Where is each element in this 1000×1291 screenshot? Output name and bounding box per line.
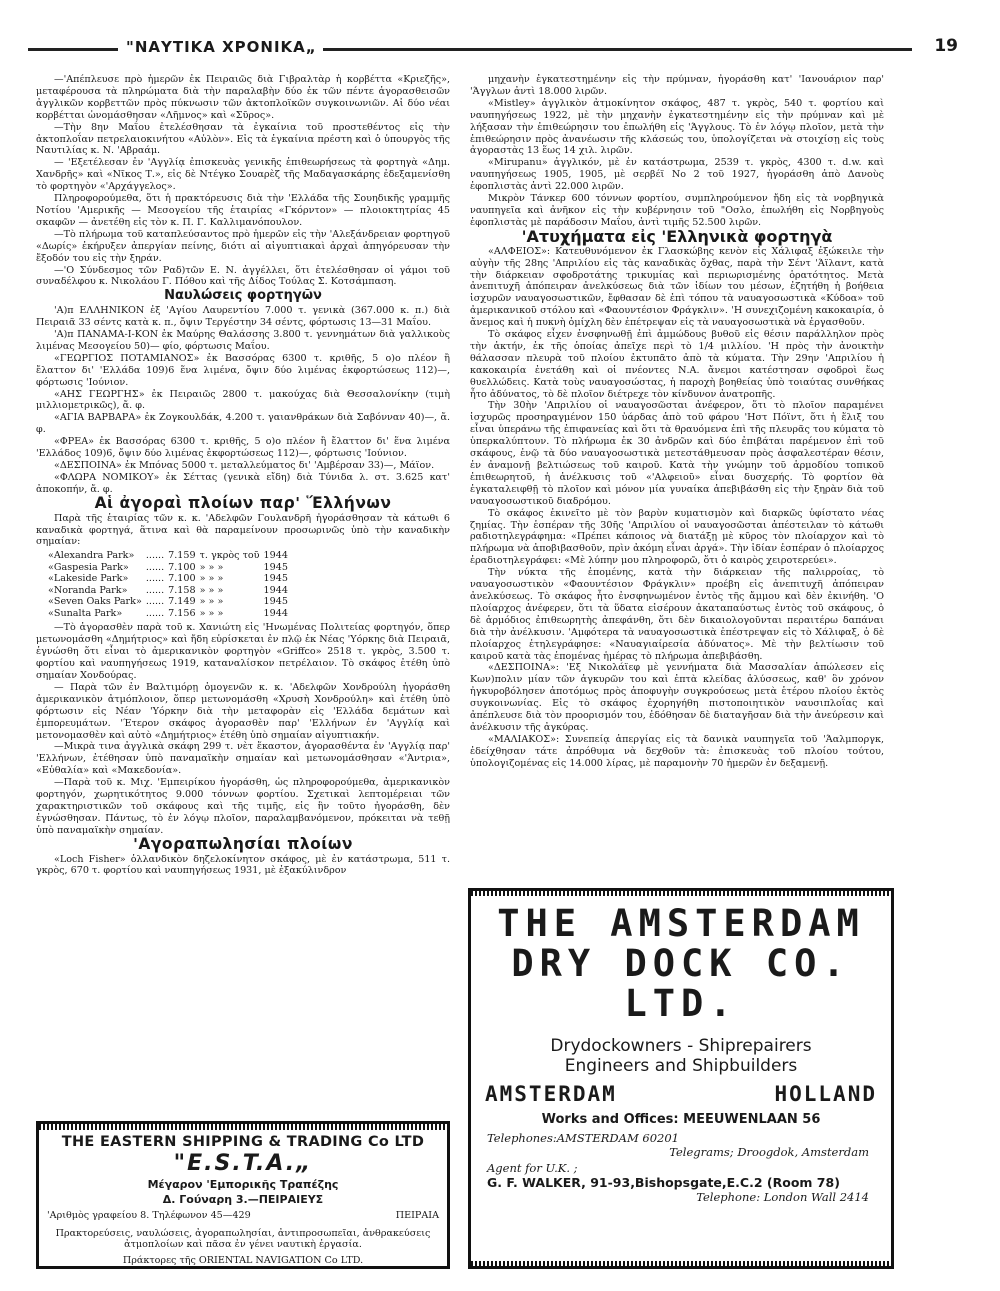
amsterdam-title-line1: THE AMSTERDAM: [497, 902, 865, 945]
section-heading-sales: 'Αγοραπωλησίαι πλοίων: [133, 834, 353, 853]
article-paragraph: Πληροφορούμεθα, ὅτι ἡ πρακτόρευσις διὰ τὴν 'Ελλάδα τῆς Σουηδικῆς γραμμῆς Νοτίου 'Αμερικῆς — Μεσογείου τῆς ἑταιρίας «Γκόρντον» — πλοιοκτητρίας 45 σκαφῶν — ἀνετέθη εἰς τὸν κ. Π. Γ. Καλλιμανόπουλον.: [36, 193, 450, 228]
charter-entry: «ΓΕΩΡΓΙΟΣ ΠΟΤΑΜΙΑΝΟΣ» ἐκ Βασσόρας 6300 τ. κριθῆς, 5 ο)ο πλέον ἢ ἔλαττον δι' 'Ελλάδα 109)6 ἕνα λιμένα, ὄψιν δύο λιμένας ἐκφορτώσεως 112)—, φόρτωσις 'Ιούνιον.: [36, 352, 450, 388]
accident-report: Τὸ σκάφος εἶχεν ἐνσφηνωθῇ ἐπὶ ἀμμώδους βυθοῦ εἰς θέσιν παράλληλον πρὸς τὴν ἀκτήν, ἐκ τῆς ὁποίας ἀπεῖχε περὶ τὸ 1/4 μιλλίου. 'Η πρὸς τὴν ἀνοικτὴν θάλασσαν πλευρὰ τοῦ πλοίου ἐκτυπᾶτο ἀπὸ τὰ κύματα. Τὴν 29ην 'Απριλίου ἡ κακοκαιρία ἐνετάθη καὶ οἱ πνέοντες Ν.Α. ἄνεμοι κατέστησαν σφοδροὶ ἕως θυελλώδεις. Κατὰ τοὺς ναυαγοσώστας, ἡ παροχὴ βοηθείας ὑπὸ τοιαύτας συνθήκας ἦτο ἀδύνατος, τὸ δὲ πλοῖον διέτρεχε τὸν κίνδυνον ἀνατροπῆς.: [470, 329, 884, 400]
amsterdam-works-address: Works and Offices: MEEUWENLAAN 56: [541, 1112, 821, 1127]
article-paragraph: μηχανὴν ἐγκατεστημένην εἰς τὴν πρύμναν, ἠγοράσθη κατ' 'Ιανουάριον παρ' 'Άγγλων ἀντὶ 18.000 λιρῶν.: [470, 74, 884, 97]
section-heading-accidents: 'Ατυχήματα εἰς 'Ελληνικὰ φορτηγὰ: [521, 226, 833, 246]
esta-company-name: THE EASTERN SHIPPING & TRADING Co LTD: [61, 1134, 425, 1150]
right-column: [470, 74, 884, 770]
esta-acronym: "E.S.T.A.„: [173, 1151, 313, 1176]
table-row: «Noranda Park» ...... 7.158 » » » 1944: [48, 584, 288, 596]
article-paragraph: «Loch Fisher» ὁλλανδικὸν δηζελοκίνητον σκάφος, μὲ ἐν κατάστρωμα, 511 τ. γκρὸς, 670 τ. φορτίου καὶ ναυπηγήσεως 1931, μὲ ἐξακύλινδρον: [36, 853, 450, 877]
article-paragraph: —Παρὰ τοῦ κ. Μιχ. 'Εμπειρίκου ἠγοράσθη, ὡς πληροφορούμεθα, ἀμερικανικὸν φορτηγόν, χωρητικότητος 9.000 τόννων φορτίου. Σχετικαὶ λεπτομέρειαι τῶν χαρακτηριστικῶν τοῦ σκάφους καὶ τῆς τιμῆς, εἰς ἣν τοῦτο ἠγοράσθη, δὲν ἐγνώσθησαν. Πάντως, τὸ ἐν λόγῳ πλοῖον, παραλαμβανόμενον, πρόκειται νὰ τεθῇ ὑπὸ παναμαϊκὴν σημαίαν.: [36, 777, 450, 836]
section-heading-markets: Αἱ ἀγοραὶ πλοίων παρ' Ἕλλήνων: [94, 493, 392, 512]
ships-table: [48, 550, 292, 619]
esta-contact-row: [47, 1210, 439, 1221]
amsterdam-services-2: Engineers and Shipbuilders: [564, 1056, 798, 1076]
esta-office-phone: 'Αριθμὸς γραφείου 8. Τηλέφωνον 45—429: [47, 1210, 251, 1221]
accident-report: «ΜΑΛΙΑΚΟΣ»: Συνεπείᾳ ἀπεργίας εἰς τὰ δανικὰ ναυπηγεῖα τοῦ 'Άαλμποργκ, ἐδείχθησαν τάτε ἀπρόθυμα νὰ δεχθοῦν τὰ: ἐπισκευὰς τοῦ πλοίου τούτου, ὑπολογιζομένας εἰς 14.000 λίρας, μὲ παραμονὴν 70 ἡμερῶν ἐν δεξαμενῇ.: [470, 733, 884, 769]
charter-entry: «ΑΗΣ ΓΕΩΡΓΗΣ» ἐκ Πειραιῶς 2800 τ. μακούχας διὰ Θεσσαλονίκην (τιμὴ μιλλιομετρικῶς), ἄ. φ.: [36, 388, 450, 412]
article-paragraph: —Τὴν 8ην Μαΐου ἐτελέσθησαν τὰ ἐγκαίνια τοῦ προστεθέντος εἰς τὴν ἀκτοπλοΐαν πετρελαιοκινήτου «Αὐλὸν». Εἰς τὰ ἐγκαίνια πρέστη καὶ ὁ ὑπουργὸς τῆς Ναυτιλίας κ. Ν. 'Αβραάμ.: [36, 121, 450, 157]
article-paragraph: —Μικρὰ τινα ἀγγλικὰ σκάφη 299 τ. νὲτ ἕκαστον, ἀγορασθέντα ἐν 'Αγγλίᾳ παρ' 'Ελλήνων, ἐτέθησαν ὑπὸ παναμαϊκὴν σημαίαν καὶ μετωνομάσθησαν «'Άντρια», «Εὐθαλία» καὶ «Μακεδονία».: [36, 741, 450, 777]
esta-agency: Πράκτορες τῆς ORIENTAL NAVIGATION Co LTD.: [122, 1255, 364, 1266]
charter-entry: 'Α)π ΠΑΝΑΜΑ-Ι-ΚΟΝ ἐκ Μαύρης Θαλάσσης 3.800 τ. γεννημάτων διὰ γαλλικοὺς λιμένας Μεσογείου 50)— φίο, φόρτωσις Μαΐου.: [36, 329, 450, 352]
ad-border-pattern: [471, 891, 891, 896]
article-paragraph: —Τὸ ἀγορασθὲν παρὰ τοῦ κ. Χανιώτη εἰς 'Ηνωμένας Πολιτείας φορτηγόν, ὅπερ μετωνομάσθη «Δημήτριος» καὶ ἤδη εὑρίσκεται ἐν πλῷ ἐκ Νέας 'Υόρκης διὰ Πειραιᾶ, ἐγνώσθη ὅτι εἶναι τὸ ἀμερικανικὸν φορτηγὸν «Griffco» 2518 τ. γκρὸς, 3.500 τ. φορτίου καὶ ναυπηγήσεως 1919, καταναλίσκον πετρέλαιον. Τὸ σκάφος ἐτέθη ὑπὸ σημαίαν Χονδούρας.: [36, 622, 450, 681]
amsterdam-country: HOLLAND: [774, 1082, 877, 1106]
accident-report: Τὴν νύκτα τῆς ἑπομένης, κατὰ τὴν διάρκειαν τῆς παλιρροίας, τὸ ναυαγοσωστικὸν «Φαουντέσιον Φράγκλιν» προέβη εἰς ἀνεπιτυχῆ ἀπόπειραν ἀνελκύσεως. Τὸ σκάφος ἦτο ἐνσφηνωμένον ἐντὸς τῆς ἄμμου καὶ δὲν ἐκινήθη. 'Ο πλοίαρχος ἀνέφερεν, ὅτι τὰ ὕδατα εἰσέρουν ἀκαταπαύστως ἐντὸς τοῦ σκάφους, ὁ δὲ ἁρμόδιος ἐπιθεωρητὴς ἀπεφάνθη, ὅτι δὲν δικαιολογοῦνται περαιτέρω δαπάναι διὰ τὴν ἀνέλκυσιν. 'Αμφότερα τὰ ναυαγοσωστικὰ ἐπέστρεψαν εἰς τὸ Χάλιφαξ, ὁ δὲ πλοίαρχος ἐτηλεγράφησε: «Ναυαγιαίρεσία ἀδύνατος». Μὲ τὴν βελτίωσιν τοῦ καιροῦ κατὰ τὰς ἑπομένας ἡμέρας τὸ πλήρωμα ἀπεβιβάσθη.: [470, 567, 884, 662]
amsterdam-agent-telephone: Telephone: London Wall 2414: [696, 1190, 869, 1204]
ad-border-pattern-bottom: [471, 1261, 891, 1266]
esta-city: ΠΕΙΡΑΙΑ: [395, 1210, 439, 1221]
charter-entry: «ΔΕΣΠΟΙΝΑ» ἐκ Μπόνας 5000 τ. μεταλλεύματος δι' 'Αμβέρσαν 33)—, Μάϊον.: [54, 460, 435, 471]
table-row: «Alexandra Park» ...... 7.159 τ. γκρὸς τοῦ 1944: [48, 550, 288, 562]
header-rule-right: [268, 48, 912, 51]
article-paragraph: —'Απέπλευσε πρὸ ἡμερῶν ἐκ Πειραιῶς διὰ Γιβραλτὰρ ἡ κορβέττα «Κριεζῆς», μεταφέρουσα τὰ πληρώματα διὰ τὴν παραλαβὴν δύο ἐκ τῶν πέντε ἀγορασθεισῶν ἀγγλικῶν κορβεττῶν πρὸς πύκνωσιν τῶν ἀκτοπλοϊκῶν συγκοινωνιῶν. Αἱ δύο νέαι κορβέτται ὠνομάσθησαν «Λῆμνος» καὶ «Σῦρος».: [36, 74, 450, 121]
amsterdam-telegrams: Telegrams; Droogdok, Amsterdam: [669, 1145, 869, 1159]
section-heading-charters: Ναυλώσεις φορτηγῶν: [164, 288, 322, 304]
accident-report: «ΔΕΣΠΟΙΝΑ»: 'Εξ Νικολάϊεφ μὲ γεννήματα διὰ Μασσαλίαν ἀπώλεσεν εἰς Κων)πολιν μίαν τῶν ἀγκυρῶν του καὶ ἐπτὰ κλείδας ἁλύσσεως, καθ' ὃν χρόνον ἠγκυροβόλησεν ἀποτόμως πρὸς ἀποφυγὴν συγκρούσεως μετὰ ἑτέρου πλοίου ἐκτὸς συγκοινωνίας. Εἰς τὸ σκάφος ἐχορηγήθη πιστοποιητικὸν ναυσιπλοΐας καὶ ἀπέπλευσε διὰ τὸν προορισμόν του, ἐδόθησαν δὲ διαταγῆσαν διὰ τὴν ἀνεύρεσιν καὶ ἀνέλκυσιν τῆς ἀγκύρας.: [470, 662, 884, 733]
article-paragraph: «Mistley» ἀγγλικὸν ἀτμοκίνητον σκάφος, 487 τ. γκρὸς, 540 τ. φορτίου καὶ ναυπηγήσεως 1922, μὲ τὴν μηχανὴν ἐγκατεστημένην εἰς τὴν πρύμναν καὶ μὲ λήξασαν τὴν ἐπιθεώρησιν του ἐπωλήθη εἰς 'Άγγλους. Τὸ ἐν λόγῳ πλοῖον, μετὰ τὴν ἐπιθεώρησιν πρὸς ἀνανέωσιν τῆς κλάσεώς του, ὑπολογίζεται νὰ στοιχίσῃ εἰς τοὺς ἀγοραστὰς 13 ἕως 14 χιλ. λιρῶν.: [470, 97, 884, 157]
accident-report: Τὸ σκάφος ἐκινεῖτο μὲ τὸν βαρὺν κυματισμὸν καὶ διαρκῶς ὑφίστατο νέας ζημίας. Τὴν ἑσπέραν τῆς 30ῆς 'Απριλίου οἱ ναυαγοσῶσται ἀπέστειλαν τὸ κάτωθι ραδιοτηλεγράφημα: «Πρέπει κάποιος νὰ διατάξῃ μὲ κῦρος τὸν πλοίαρχον καὶ τὸ πλήρωμα νὰ ἀποβιβασθοῦν, πρὶν ἀκόμη εἶναι ἀργά». Τὴν ἰδίαν ἑσπέραν ὁ πλοίαρχος ἐραδιοτηλεγράφει: «Μὲ λύπην μου πληροφορῶ, ὅτι ὁ καιρὸς χειροτερεύει».: [470, 507, 884, 567]
page-number: 19: [928, 36, 964, 56]
ad-border-pattern: [39, 1124, 447, 1130]
article-paragraph: Μικρὸν Τάνκερ 600 τόννων φορτίου, συμπληρούμενον ἤδη εἰς τὰ νορβηγικὰ ναυπηγεῖα καὶ ἀνῆκον εἰς τὴν κυβέρνησιν τοῦ "Οσλο, ἐπωλήθη εἰς Νορβηγοὺς ἐφοπλιστὰς μὲ παράδοσιν Μαΐου, ἀντὶ τιμῆς 52.500 λιρῶν.: [470, 193, 884, 228]
amsterdam-agent-name: G. F. WALKER, 91-93,Bishopsgate,E.C.2 (Room 78): [487, 1175, 840, 1190]
amsterdam-city: AMSTERDAM: [485, 1082, 617, 1106]
article-paragraph: — 'Εξετέλεσαν ἐν 'Αγγλίᾳ ἐπισκευὰς γενικῆς ἐπιθεωρήσεως τὰ φορτηγὰ «Δημ. Χανδρῆς» καὶ «Νῖκος Τ.», εἰς δὲ Ντέγκο Σουαρὲζ τῆς Μαδαγασκάρης ἐδεξαμενίσθη τὸ φορτηγὸν «'Αρχάγγελος».: [36, 157, 450, 193]
amsterdam-agent-label: Agent for U.K. ;: [487, 1161, 578, 1175]
article-paragraph: —Τὸ πλήρωμα τοῦ καταπλεύσαντος πρὸ ἡμερῶν εἰς τὴν 'Αλεξάνδρειαν φορτηγοῦ «Δωρίς» ἐκήρυξεν ἀπεργίαν πείνης, διότι αἱ αἰγυπτιακαὶ ἀρχαὶ ἀπηγόρευσαν τὴν ἔξοδόν του εἰς τὴν ξηράν.: [36, 228, 450, 264]
accident-report: Τὴν 30ὴν 'Απριλίου οἱ ναυαγοσῶσται ἀνέφερον, ὅτι τὸ πλοῖον παραμένει ἰσχυρῶς προσηραγμένον 150 ὑάρδας ἀπὸ τοῦ φάρου 'Ηστ Πόϊντ, ὅτι ἡ ἕλιξ του εἶναι ὑπεράνω τῆς ἐπιφανείας καὶ ὅτι τὰ θραυόμενα ἐπὶ τῆς πλευρᾶς του κύματα τὸ ὑπερκαλύπτουν. Τὸ πλήρωμα ἐκ 30 ἀνδρῶν καὶ δύο ἐπιβάται παρέμενον ἐπὶ τοῦ σκάφους, ἐνῷ τὰ δύο ναυαγοσωστικὰ μετεστάθμευσαν πρὸς ἀσφαλεστέραν θέσιν, ἐν ἀναμονῇ βελτιώσεως τοῦ καιροῦ. Κατὰ τὴν γνώμην τοῦ ἁρμοδίου τοπικοῦ ἐπιθεωρητοῦ, ἡ ἀνέλκυσις τοῦ «'Αλφειοῦ» εἶναι δυσχερής. Τὸ φορτίον θὰ ἐγκαταλειφθῇ τὸ πλοῖον καὶ μόνον μία γυναίκα ἀπεβιβάσθη εἰς τὴν ξηρὰν διὰ τοῦ ναυαγοσωστικοῦ διαδρόμου.: [470, 400, 884, 507]
article-paragraph: «Mirupanu» ἀγγλικόν, μὲ ἐν κατάστρωμα, 2539 τ. γκρὸς, 4300 τ. d.w. καὶ ναυπηγήσεως 1905, 1905, μὲ σερβέϊ No 2 τοῦ 1927, ἠγοράσθη ἀπὸ Δανοὺς ἐφοπλιστὰς ἀντὶ 22.000 λιρῶν.: [470, 157, 884, 193]
amsterdam-services-1: Drydockowners - Shiprepairers: [550, 1036, 812, 1056]
amsterdam-title-line2: DRY DOCK CO. LTD.: [511, 942, 851, 1025]
charter-entry: «ΦΡΕΑ» ἐκ Βασσόρας 6300 τ. κριθῆς, 5 ο)ο πλέον ἢ ἔλαττον δι' ἕνα λιμένα 'Ελλάδος 109)6, ὄψιν δύο λιμένας ἐκφορτώσεως 112)—, φόρτωσις 'Ιούνιον.: [36, 436, 450, 460]
esta-services: Πρακτορεύσεις, ναυλώσεις, ἀγοραπωλησίαι, ἀντιπροσωπεῖαι, ἀνθρακεύσεις ἀτμοπλοίων καὶ πᾶσα ἐν γένει ναυτικὴ ἐργασία.: [55, 1228, 431, 1250]
esta-address: Δ. Γούναρη 3.—ΠΕΙΡΑΙΕΥΣ: [162, 1193, 324, 1206]
charter-entry: «ΦΛΩΡΑ ΝΟΜΙΚΟΥ» ἐκ Σέττας (γενικὰ εἴδη) διὰ Τύνιδα λ. στ. 3.625 κατ' ἀποκοπήν, ἄ. φ.: [36, 471, 450, 495]
left-column: [36, 74, 450, 877]
magazine-title: "ΝΑΥΤΙΚΑ ΧΡΟΝΙΚΑ„: [120, 38, 323, 56]
article-paragraph: — Παρὰ τῶν ἐν Βαλτιμόρῃ ὁμογενῶν κ. κ. 'Αδελφῶν Χονδρούλη ἠγοράσθη ἀμερικανικὸν ἀτμόπλοιον, ὅπερ μετωνομάσθη «Χρυσὴ Χονδρούλη» καὶ ἐτέθη ὑπὸ φόρτωσιν εἰς Νέαν 'Υόρκην διὰ τὴν μεταφορὰν εἰς 'Ελλάδα δεμάτων καὶ ἐμπορευμάτων. 'Έτερον σκάφος ἀγορασθὲν παρ' 'Ελλήνων ἐν 'Αγγλίᾳ καὶ μετονομασθὲν καὶ αὐτὸ «Δημήτριος» ἐτέθη ὑπὸ σημαίαν αἰγυπτιακήν.: [36, 681, 450, 741]
table-row: «Seven Oaks Park» ...... 7.149 » » » 1945: [48, 596, 288, 608]
article-paragraph: —'Ο Σύνδεσμος τῶν Ραδ)τῶν Ε. Ν. ἀγγέλλει, ὅτι ἐτελέσθησαν οἱ γάμοι τοῦ συναδέλφου κ. Νικολάου Γ. Πόθου καὶ τῆς Δίδος Τούλας Σ. Κοτσάμπαση.: [36, 264, 450, 288]
table-row: «Sunalta Park» ...... 7.156 » » » 1944: [48, 607, 288, 619]
accident-report: «ΑΛΦΕΙΟΣ»: Κατευθυνόμενον ἐκ Γλασκώβης κενὸν εἰς Χάλιφαξ ἐξώκειλε τὴν αὐγὴν τῆς 28ης 'Απριλίου εἰς τὰς καναδικὰς ὄχθας, παρὰ τὴν Σέντ 'Άϊλαντ, κατὰ τὴν διάρκειαν σφοδροτάτης τρικυμίας καὶ περιωρισμένης ὁρατότητος. Μετὰ ἀνεπιτυχῆ ἀπόπειραν ἀνελκύσεως διὰ τῶν ἰδίων του μέσων, ἐζητήθη ἡ βοήθεια ἰσχυρῶν ναυαγοσωστικῶν, ἔφθασαν δὲ ἐπὶ τόπου τὰ ναυαγοσωστικὰ «Κύδοα» τοῦ ἀμερικανικοῦ στόλου καὶ «Φαουντέσιον Φράγκλιν». 'Η συνεχιζομένη κακοκαιρία, ὁ ἄνεμος καὶ ἡ πυκνὴ ὁμίχλη δὲν ἐπέτρεψαν εἰς τὰ ναυαγοσωστικὰ νὰ ἐργασθοῦν.: [470, 245, 884, 329]
esta-advertisement: [36, 1121, 450, 1269]
charter-entry: 'Α)π ΕΛΛΗΝΙΚΟΝ ἐξ 'Αγίου Λαυρεντίου 7.000 τ. γενικὰ (367.000 κ. π.) διὰ Πειραιᾶ 33 σέντς κατὰ κ. π., ὄψιν Τεργέστην 34 σέντς, φόρτωσις 13—31 Μαΐου.: [36, 305, 450, 329]
esta-building: Μέγαρον 'Εμπορικῆς Τραπέζης: [147, 1178, 339, 1191]
amsterdam-dry-dock-advertisement: [468, 888, 894, 1269]
article-paragraph: Παρὰ τῆς ἑταιρίας τῶν κ. κ. 'Αδελφῶν Γουλανδρῆ ἠγοράσθησαν τὰ κάτωθι 6 καναδικὰ φορτηγά, ἅτινα καὶ θὰ παραμείνουν προσωρινῶς ὑπὸ τὴν καναδικὴν σημαίαν:: [36, 512, 450, 548]
amsterdam-telephones: Telephones:AMSTERDAM 60201: [487, 1131, 679, 1145]
table-row: «Gaspesia Park» ...... 7.100 » » » 1945: [48, 561, 288, 573]
table-row: «Lakeside Park» ...... 7.100 » » » 1945: [48, 573, 288, 585]
page-header: [28, 36, 958, 60]
amsterdam-location-row: [485, 1082, 877, 1106]
charter-entry: «ΑΓΙΑ ΒΑΡΒΑΡΑ» ἐκ Ζογκουλδάκ, 4.200 τ. γαιανθράκων διὰ Σαβόνναν 40)—, ἄ. φ.: [36, 412, 450, 436]
header-rule-left: [28, 48, 118, 51]
